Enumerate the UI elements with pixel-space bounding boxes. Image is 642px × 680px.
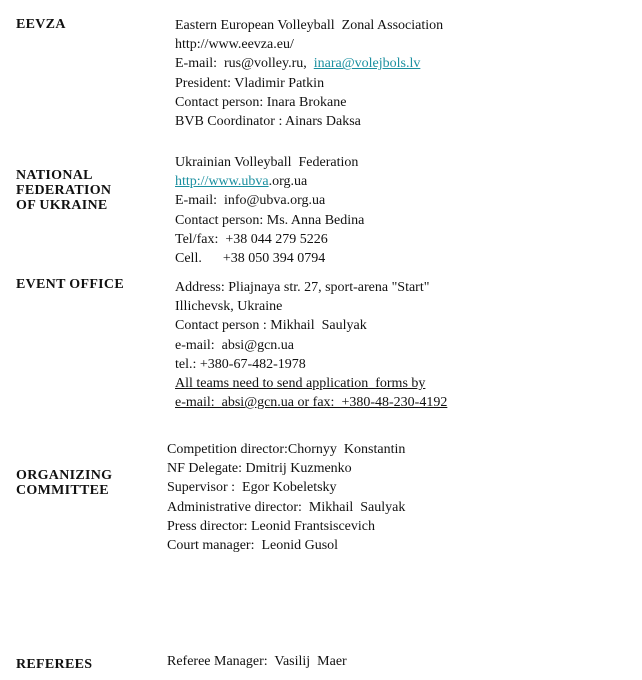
organizing-member: Administrative director: Mikhail Saulyak bbox=[167, 499, 406, 515]
federation-email: E-mail: info@ubva.org.ua bbox=[175, 193, 326, 209]
federation-website-rest: .org.ua bbox=[268, 174, 308, 190]
federation-website-line bbox=[175, 172, 364, 191]
event-office-note-line2: e-mail: absi@gcn.ua or fax: +380-48-230-4192 bbox=[175, 395, 448, 411]
federation-contact: Contact person: Ms. Anna Bedina bbox=[175, 212, 365, 228]
eevza-contact: Contact person: Inara Brokane bbox=[175, 94, 347, 110]
referees-info bbox=[167, 652, 347, 671]
eevza-coordinator: BVB Coordinator : Ainars Daksa bbox=[175, 114, 361, 130]
eevza-email-label: E-mail: rus@volley.ru, bbox=[175, 56, 314, 72]
event-office-info bbox=[175, 278, 447, 412]
eevza-email-line bbox=[175, 54, 443, 73]
event-office-heading: EVENT OFFICE bbox=[16, 277, 124, 292]
referees-heading: REFEREES bbox=[16, 657, 93, 672]
federation-info bbox=[175, 153, 364, 268]
event-office-address: Address: Pliajnaya str. 27, sport-arena "Start" bbox=[175, 280, 430, 295]
eevza-heading: EEVZA bbox=[16, 17, 66, 32]
organizing-member: Press director: Leonid Frantsiscevich bbox=[167, 518, 376, 534]
eevza-website: http://www.eevza.eu/ bbox=[175, 37, 294, 53]
federation-cell: Cell. +38 050 394 0794 bbox=[175, 251, 326, 267]
eevza-email-link[interactable]: inara@volejbols.lv bbox=[313, 56, 421, 72]
event-office-city: Illichevsk, Ukraine bbox=[175, 299, 283, 315]
organizing-members bbox=[167, 440, 405, 555]
federation-name: Ukrainian Volleyball Federation bbox=[175, 155, 359, 170]
organizing-member: Competition director:Chornyy Konstantin bbox=[167, 442, 406, 457]
organizing-member: NF Delegate: Dmitrij Kuzmenko bbox=[167, 461, 352, 477]
eevza-name: Eastern European Volleyball Zonal Association bbox=[175, 18, 444, 33]
event-office-note-line1: All teams need to send application forms by bbox=[175, 376, 426, 392]
eevza-info bbox=[175, 16, 443, 131]
federation-website-link[interactable]: http://www.ubva bbox=[175, 174, 269, 190]
federation-heading: NATIONAL FEDERATION OF UKRAINE bbox=[16, 168, 112, 213]
event-office-tel: tel.: +380-67-482-1978 bbox=[175, 356, 306, 372]
referee-manager: Referee Manager: Vasilij Maer bbox=[167, 654, 347, 669]
federation-telfax: Tel/fax: +38 044 279 5226 bbox=[175, 231, 328, 247]
event-office-email: e-mail: absi@gcn.ua bbox=[175, 337, 295, 353]
organizing-heading: ORGANIZING COMMITTEE bbox=[16, 468, 113, 498]
eevza-president: President: Vladimir Patkin bbox=[175, 75, 325, 91]
organizing-member: Court manager: Leonid Gusol bbox=[167, 538, 339, 554]
event-office-contact: Contact person : Mikhail Saulyak bbox=[175, 318, 367, 334]
organizing-member: Supervisor : Egor Kobeletsky bbox=[167, 480, 337, 496]
